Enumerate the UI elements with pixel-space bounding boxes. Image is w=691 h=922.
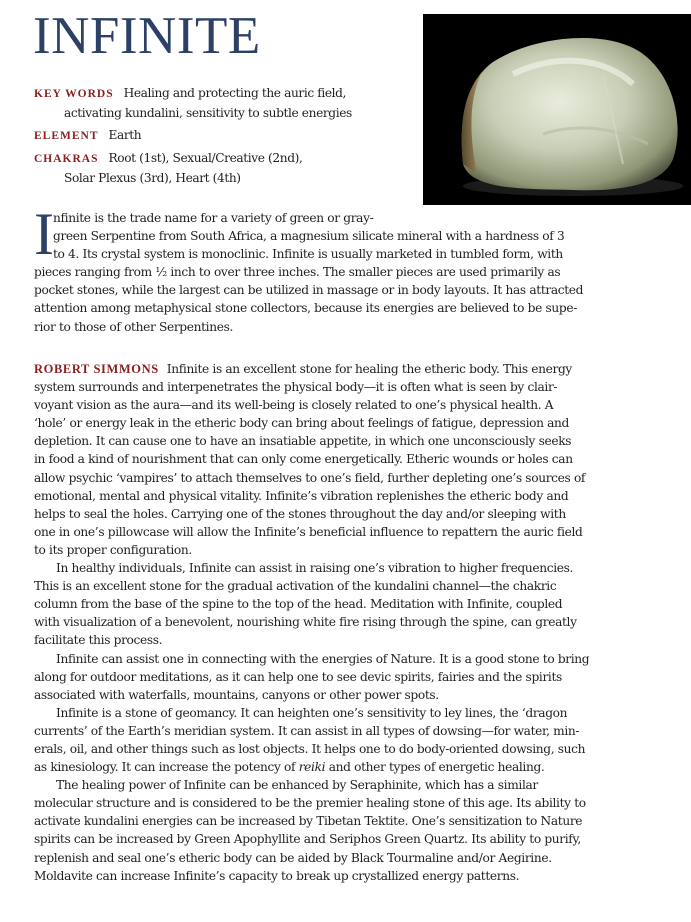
element-label: ELEMENT	[34, 130, 99, 142]
intro-line: pocket stones, while the largest can be utilized in massage or in body layouts. It has attracted	[34, 283, 584, 298]
body-text	[34, 360, 616, 885]
key-words-value: Healing and protecting the auric field,	[123, 86, 347, 100]
p2-line: facilitate this process.	[34, 633, 163, 648]
p3-line: associated with waterfalls, mountains, canyons or other power spots.	[34, 687, 439, 702]
p3-line: Infinite can assist one in connecting with the energies of Nature. It is a good stone to bring	[56, 651, 590, 666]
p4-line-end: and other types of energetic healing.	[325, 760, 545, 775]
p5-line: Moldavite can increase Infinite’s capacity to break up crystallized energy patterns.	[34, 868, 520, 883]
p1-line: emotional, mental and physical vitality. Infinite’s vibration replenishes the etheric body and	[34, 488, 569, 503]
p1-line: system surrounds and interpenetrates the physical body—it is often what is seen by clair-	[34, 380, 558, 395]
p1-line: Infinite is an excellent stone for healing the etheric body. This energy	[166, 362, 572, 376]
p5-line: activate kundalini energies can be increased by Tibetan Tektite. One’s sensitization to Nature	[34, 814, 583, 829]
p1-line: allow psychic ‘vampires’ to attach themselves to one’s field, further depleting one’s sources of	[34, 470, 586, 485]
stone-photo	[423, 14, 691, 205]
intro-line: nfinite is the trade name for a variety of green or gray-	[53, 211, 374, 225]
p5-line: spirits can be increased by Green Apophyllite and Seriphos Green Quartz. Its ability to purify,	[34, 832, 581, 847]
p1-line: helps to seal the holes. Carrying one of the stones throughout the day and/or sleeping with	[34, 506, 566, 521]
p2-line: This is an excellent stone for the gradual activation of the kundalini channel—the chakric	[34, 579, 557, 594]
p5-line: replenish and seal one’s etheric body can be aided by Black Tourmaline and/or Aegirine.	[34, 850, 552, 865]
p2-line: column from the base of the spine to the top of the head. Meditation with Infinite, coupled	[34, 597, 563, 612]
intro-paragraph	[34, 209, 616, 336]
intro-line: rior to those of other Serpentines.	[34, 319, 234, 334]
element-value: Earth	[108, 128, 142, 142]
intro-line: attention among metaphysical stone collectors, because its energies are believed to be supe-	[34, 301, 578, 316]
p4-line-start: as kinesiology. It can increase the potency of	[34, 760, 296, 775]
p2-line: In healthy individuals, Infinite can assist in raising one’s vibration to higher frequencies.	[56, 561, 574, 576]
intro-line: green Serpentine from South Africa, a magnesium silicate mineral with a hardness of 3	[53, 229, 565, 244]
p1-line: to its proper configuration.	[34, 542, 192, 557]
intro-line: to 4. Its crystal system is monoclinic. Infinite is usually marketed in tumbled form, with	[53, 247, 563, 262]
key-words-value-cont: activating kundalini, sensitivity to subtle energies	[64, 106, 352, 120]
author-byline: ROBERT SIMMONS	[34, 362, 159, 376]
p4-line: Infinite is a stone of geomancy. It can heighten one’s sensitivity to ley lines, the ‘dragon	[56, 705, 568, 720]
chakras-label: CHAKRAS	[34, 153, 99, 165]
reiki-term: reiki	[298, 760, 326, 775]
key-words-label: KEY WORDS	[34, 88, 114, 100]
p1-line: one in one’s pillowcase will allow the Infinite’s beneficial influence to repattern the auric field	[34, 524, 583, 539]
p1-line: voyant vision as the aura—and its well-being is closely related to one’s physical health. A	[34, 398, 554, 413]
element	[34, 126, 141, 146]
chakras-value: Root (1st), Sexual/Creative (2nd),	[108, 151, 303, 165]
p5-line: molecular structure and is considered to be the premier healing stone of this age. Its ability to	[34, 796, 586, 811]
page-title: INFINITE	[33, 7, 261, 65]
p4-line: erals, oil, and other things such as lost objects. It helps one to do body-oriented dowsing, such	[34, 741, 586, 756]
key-words	[34, 84, 352, 123]
p1-line: depletion. It can cause one to have an insatiable appetite, in which one unconsciously seeks	[34, 434, 572, 449]
p4-line	[34, 758, 616, 776]
p1-first-line	[34, 360, 616, 378]
intro-line: pieces ranging from ½ inch to over three inches. The smaller pieces are used primarily as	[34, 265, 561, 280]
chakras	[34, 149, 302, 188]
drop-cap: I	[34, 201, 54, 267]
chakras-value-cont: Solar Plexus (3rd), Heart (4th)	[64, 171, 241, 185]
p5-line: The healing power of Infinite can be enhanced by Seraphinite, which has a similar	[56, 778, 538, 793]
p4-line: currents’ of the Earth’s meridian system. It can assist in all types of dowsing—for water, min-	[34, 723, 580, 738]
p2-line: with visualization of a benevolent, nourishing white fire rising through the spine, can greatly	[34, 615, 577, 630]
p1-line: ‘hole’ or energy leak in the etheric body can bring about feelings of fatigue, depression and	[34, 416, 570, 431]
p1-line: in food a kind of nourishment that can only come energetically. Etheric wounds or holes can	[34, 452, 573, 467]
p3-line: along for outdoor meditations, as it can help one to see devic spirits, fairies and the spirits	[34, 669, 562, 684]
